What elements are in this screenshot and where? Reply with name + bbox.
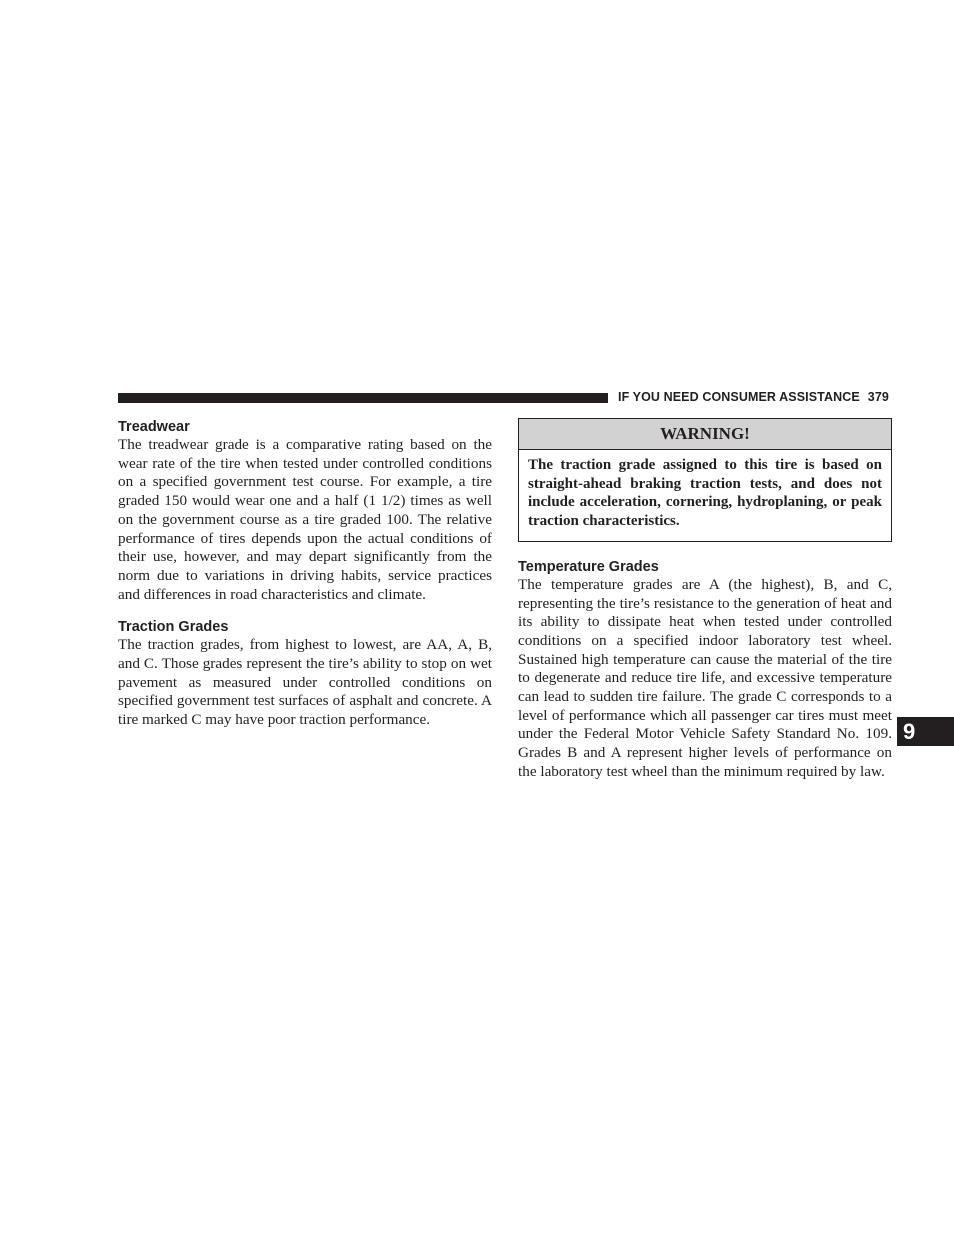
warning-box [518,418,892,542]
section-title: IF YOU NEED CONSUMER ASSISTANCE [618,390,860,404]
chapter-tab: 9 [897,717,954,746]
left-column [118,418,492,730]
treadwear-heading: Treadwear [118,419,190,435]
traction-grades-heading: Traction Grades [118,619,229,636]
treadwear-body: The treadwear grade is a comparative rating based on the wear rate of the tire when tested under controlled conditions on a specified government test course. For example, a tire graded 150 would wear one and a half (1 1/2) times as well on the government course as a tire graded 100. The relative performance of tires depends upon the actual conditions of their use, however, and may depart significantly from the norm due to variations in driving habits, service practices and differences in road characteristics and climate. [118,436,492,603]
traction-grades-body: The traction grades, from highest to lowest, are AA, A, B, and C. Those grades represent the tire’s ability to stop on wet pavement as measured under controlled conditions on specified government test surfaces of asphalt and concrete. A tire marked C may have poor traction performance. [118,636,492,729]
header-rule [118,393,608,403]
right-column [518,418,892,782]
running-header [618,390,889,404]
warning-text: The traction grade assigned to this tire is based on straight-ahead braking traction tests, and does not include acceleration, cornering, hydroplaning, or peak traction characteristics. [528,457,882,530]
warning-title: WARNING! [519,419,891,450]
page-number: 379 [867,390,889,404]
temperature-grades-body: The temperature grades are A (the highest), B, and C, representing the tire’s resistance to the generation of heat and its ability to dissipate heat when tested under controlled conditions on a specified indoor laboratory test wheel. Sustained high temperature can cause the material of the tire to degenerate and reduce tire life, and excessive temperature can lead to sudden tire failure. The grade C corresponds to a level of performance which all passenger car tires must meet under the Federal Motor Vehicle Safety Standard No. 109. Grades B and A represent higher levels of performance on the laboratory test wheel than the minimum required by law. [518,575,892,780]
temperature-grades-heading: Temperature Grades [518,558,659,575]
